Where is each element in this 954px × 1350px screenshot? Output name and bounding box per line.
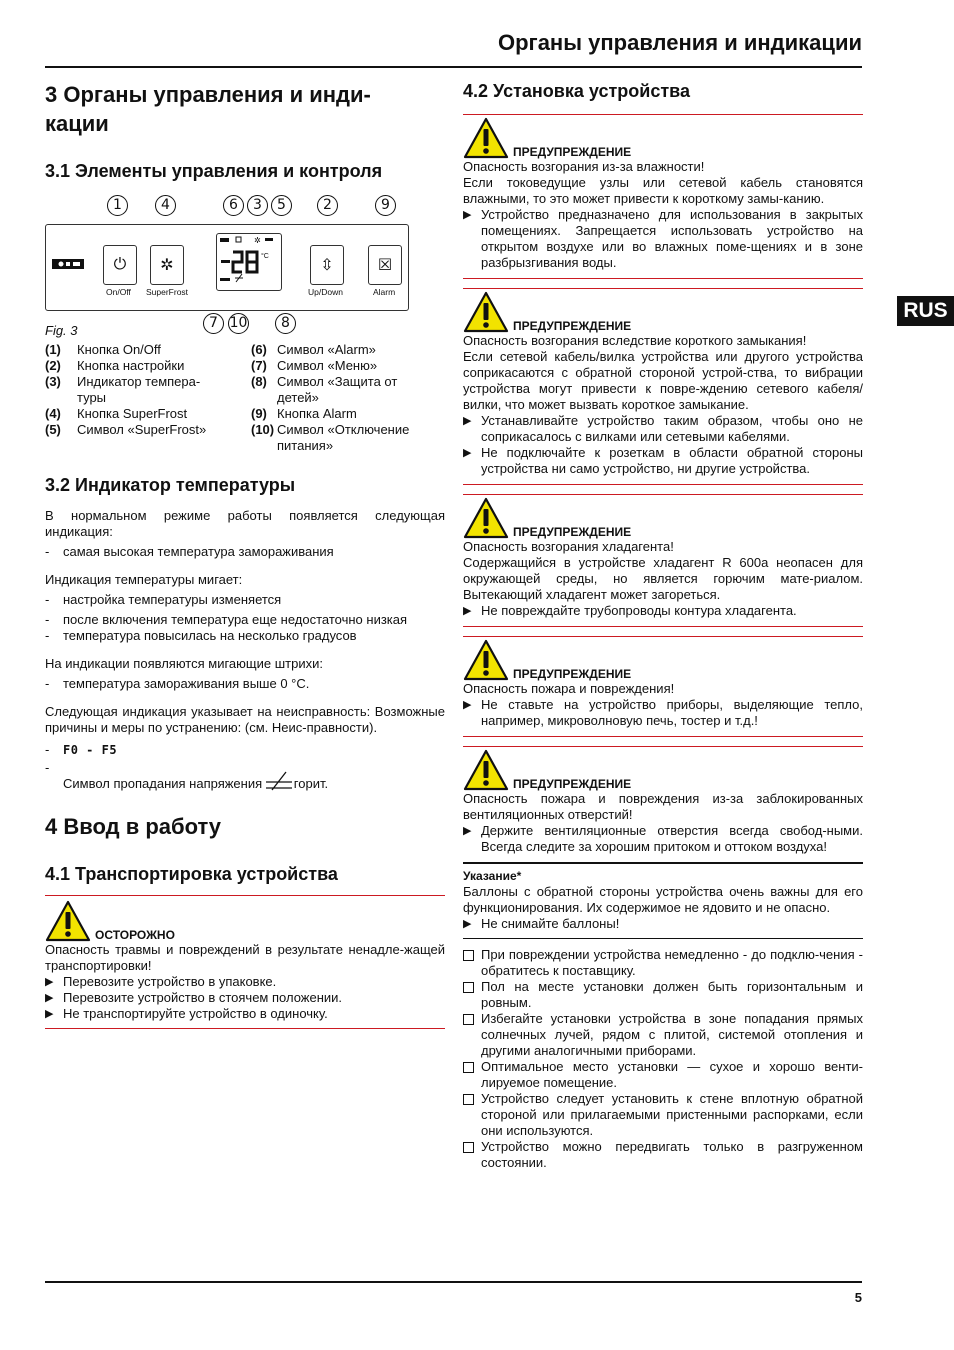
- caution-bullet: ▶ Перевозите устройство в стоячем положении.: [45, 990, 343, 1005]
- warning-bullet: ▶ Не подключайте к розеткам в области обратной стороны устройства ни само устройство, ни другие устройства.: [463, 445, 863, 476]
- updown-button[interactable]: ⇳: [310, 245, 344, 285]
- callout-10: 10: [228, 312, 251, 334]
- warning-block: [463, 495, 863, 619]
- warning-triangle-icon: [463, 497, 509, 539]
- figure-legend: [45, 342, 445, 454]
- onoff-label: On/Off: [106, 287, 131, 297]
- figure-caption: Fig. 3: [45, 323, 78, 338]
- section-4-title: 4 Ввод в работу: [45, 814, 222, 839]
- power-failure-icon: [264, 768, 294, 792]
- warning-title: ПРЕДУПРЕЖДЕНИЕ: [513, 525, 632, 539]
- header-rule: [45, 66, 862, 68]
- checkbox-icon: [463, 982, 474, 993]
- dash-item: - после включения температура еще недостаточно низкая: [45, 612, 408, 627]
- warning-line: Опасность возгорания из-за влажности!: [463, 159, 705, 174]
- dashes-text: На индикации появляются мигающие штрихи:: [45, 656, 323, 671]
- checkbox-icon: [463, 1062, 474, 1073]
- legend-item: (3) Индикатор темпера-туры: [45, 374, 201, 405]
- legend-item: (9) Кнопка Alarm: [251, 406, 357, 421]
- right-column: [463, 80, 863, 1171]
- legend-item: (4) Кнопка SuperFrost: [45, 406, 188, 421]
- warning-rule: [463, 626, 863, 627]
- page-number: 5: [854, 1290, 862, 1305]
- checkbox-icon: [463, 1142, 474, 1153]
- control-panel: [45, 224, 409, 311]
- warning-triangle-icon: [463, 291, 509, 333]
- note-top-rule: [463, 862, 863, 864]
- legend-right-column: [251, 342, 445, 454]
- warning-triangle-icon: [463, 117, 509, 159]
- language-tab: RUS: [897, 296, 954, 326]
- section-4-1-title: 4.1 Транспортировка устройства: [45, 864, 338, 884]
- warning-line: Опасность пожара и повреждения из-за заблокированных вентиляционных отверстий!: [463, 791, 863, 822]
- legend-item: (5) Символ «SuperFrost»: [45, 422, 207, 437]
- warning-bullet: ▶ Держите вентиляционные отверстия всегда свобод-ными. Всегда следите за хорошим притоком и оттоком воздуха!: [463, 823, 863, 854]
- warning-title: ПРЕДУПРЕЖДЕНИЕ: [513, 319, 632, 333]
- callout-2: 2: [317, 194, 340, 216]
- error-code: F0 - F5: [63, 743, 118, 757]
- checklist-item: Пол на месте установки должен быть горизонтальным и ровным.: [463, 979, 863, 1011]
- warning-block: [463, 115, 863, 271]
- legend-item: (2) Кнопка настройки: [45, 358, 185, 373]
- error-code-item: - F0 - F5: [45, 742, 445, 758]
- warning-line: Опасность возгорания вследствие короткого замыкания!: [463, 333, 807, 348]
- legend-left-column: [45, 342, 251, 454]
- warning-title: ПРЕДУПРЕЖДЕНИЕ: [513, 145, 632, 159]
- warning-rule: [463, 278, 863, 279]
- note-bottom-rule: [463, 938, 863, 939]
- warning-rule: [463, 484, 863, 485]
- caution-top-rule: [45, 895, 445, 896]
- warning-triangle-icon: [45, 900, 91, 942]
- callout-4: 4: [155, 194, 178, 216]
- dash-item: - настройка температуры изменяется: [45, 592, 282, 607]
- warning-title: ПРЕДУПРЕЖДЕНИЕ: [513, 777, 632, 791]
- checkbox-icon: [463, 950, 474, 961]
- power-symbol-text: Символ пропадания напряжения: [63, 776, 263, 791]
- caution-bottom-rule: [45, 1028, 445, 1029]
- dash-item: - температура повысилась на несколько градусов: [45, 628, 357, 643]
- malfunction-text: Следующая индикация указывает на неисправность: Возможные причины и меры по устранению: (см. Неис-правности).: [45, 704, 445, 735]
- legend-item: (1) Кнопка On/Off: [45, 342, 161, 357]
- warning-rule: [463, 736, 863, 737]
- warning-bullet: ▶ Не ставьте на устройство приборы, выделяющие тепло, например, микроволновую печь, тостер и т.д.!: [463, 697, 863, 728]
- warning-line: Если сетевой кабель/вилка устройства или другого устройства соприкасаются с обратной стороной устрой-ства, то вибрации устройства могут привести к повре-ждению сетевого кабеля/вилки, что может вызвать короткое замыкание.: [463, 349, 863, 412]
- footer-rule: [45, 1281, 862, 1283]
- callout-3: 3: [247, 194, 270, 216]
- caution-bullet: ▶ Перевозите устройство в упаковке.: [45, 974, 277, 989]
- warning-triangle-icon: [463, 749, 509, 791]
- warning-line: Опасность пожара и повреждения!: [463, 681, 675, 696]
- checklist-item: Оптимальное место установки — сухое и хорошо венти-лируемое помещение.: [463, 1059, 863, 1091]
- warning-block: [463, 747, 863, 855]
- caution-block: [45, 898, 445, 1022]
- power-symbol-status: горит.: [293, 776, 329, 791]
- legend-item: (6) Символ «Alarm»: [251, 342, 376, 357]
- warning-title: ПРЕДУПРЕЖДЕНИЕ: [513, 667, 632, 681]
- warning-block: [463, 289, 863, 477]
- checkbox-icon: [463, 1094, 474, 1105]
- note-text: Баллоны с обратной стороны устройства очень важны для его функционирования. Их содержимое не ядовито и не опасно.: [463, 884, 863, 915]
- temperature-display: [216, 233, 282, 291]
- callout-5: 5: [271, 194, 294, 216]
- checklist-item: Избегайте установки устройства в зоне попадания прямых солнечных лучей, рядом с плитой, системой отопления и другими аналогичными приборами.: [463, 1011, 863, 1059]
- control-panel-figure: [45, 192, 445, 342]
- section-4-2-title: 4.2 Установка устройства: [463, 81, 690, 101]
- section-3-title: 3 Органы управления и инди-кации: [45, 82, 371, 136]
- blinking-text: Индикация температуры мигает:: [45, 572, 243, 587]
- warning-bullet: ▶ Не повреждайте трубопроводы контура хладагента.: [463, 603, 797, 618]
- checklist-item: Устройство можно передвигать только в разгруженном состоянии.: [463, 1139, 863, 1171]
- callout-7: 7: [203, 312, 226, 334]
- caution-head: [45, 898, 445, 942]
- checklist-item: Устройство следует установить к стене вплотную обратной стороной или прилагаемыми пристенными распорками, если они используются.: [463, 1091, 863, 1139]
- superfrost-label: SuperFrost: [146, 287, 189, 297]
- warning-line: Если токоведущие узлы или сетевой кабель становятся влажными, то это может привести к короткому замы-канию.: [463, 175, 863, 206]
- callout-8: 8: [275, 312, 298, 334]
- warning-line: Содержащийся в устройстве хладагент R 600a неопасен для окружающей среды, но является горючим мате-риалом. Вытекающий хладагент может загореться.: [463, 555, 863, 602]
- checklist-item: При повреждении устройства немедленно - до подклю-чения - обратитесь к поставщику.: [463, 947, 863, 979]
- left-column: [45, 80, 445, 1029]
- alarm-label: Alarm: [373, 287, 396, 297]
- section-3-1-title: 3.1 Элементы управления и контроля: [45, 161, 383, 181]
- updown-label: Up/Down: [308, 287, 343, 297]
- onoff-button[interactable]: ⏻: [103, 245, 137, 285]
- checkbox-icon: [463, 1014, 474, 1025]
- warning-line: Опасность возгорания хладагента!: [463, 539, 674, 554]
- svg-text:✲: ✲: [254, 236, 261, 245]
- legend-item: (10) Символ «Отключение питания»: [251, 422, 410, 453]
- display-segments-icon: [217, 234, 281, 290]
- caution-bullet: ▶ Не транспортируйте устройство в одиночку.: [45, 1006, 328, 1021]
- normal-mode-text: В нормальном режиме работы появляется следующая индикация:: [45, 508, 445, 539]
- child-lock-indicator-icon: [52, 259, 84, 269]
- warning-bullet: ▶ Устройство предназначено для использования в закрытых помещениях. Запрещается использовать устройство на открытом воздухе или во влажных поме-щениях и в зоне разбрызгивания воды.: [463, 207, 863, 270]
- note-block: [463, 868, 863, 932]
- section-3-2-title: 3.2 Индикатор температуры: [45, 475, 296, 495]
- note-bullet: ▶ Не снимайте баллоны!: [463, 916, 620, 931]
- legend-item: (7) Символ «Меню»: [251, 358, 378, 373]
- warning-block: [463, 637, 863, 729]
- caution-text: Опасность травмы и повреждений в результате ненадле-жащей транспортировки!: [45, 942, 445, 973]
- dash-item: - температура замораживания выше 0 °C.: [45, 676, 310, 691]
- power-symbol-item: - Символ пропадания напряжения горит.: [45, 760, 329, 791]
- dash-item: - самая высокая температура замораживания: [45, 544, 334, 559]
- running-header-title: Органы управления и индикации: [497, 30, 862, 55]
- callout-6: 6: [223, 194, 246, 216]
- legend-item: (8) Символ «Защита от детей»: [251, 374, 398, 405]
- alarm-button[interactable]: ☒: [368, 245, 402, 285]
- warning-triangle-icon: [463, 639, 509, 681]
- warning-bullet: ▶ Устанавливайте устройство таким образом, чтобы оно не соприкасалось с вилками или сетевыми кабелями.: [463, 413, 863, 444]
- callout-9: 9: [375, 194, 398, 216]
- superfrost-button[interactable]: ✲: [150, 245, 184, 285]
- note-title: Указание*: [463, 869, 522, 883]
- install-checklist: [463, 947, 863, 1171]
- caution-title: ОСТОРОЖНО: [95, 928, 175, 942]
- svg-text:°C: °C: [261, 253, 269, 260]
- callout-1: 1: [107, 194, 130, 216]
